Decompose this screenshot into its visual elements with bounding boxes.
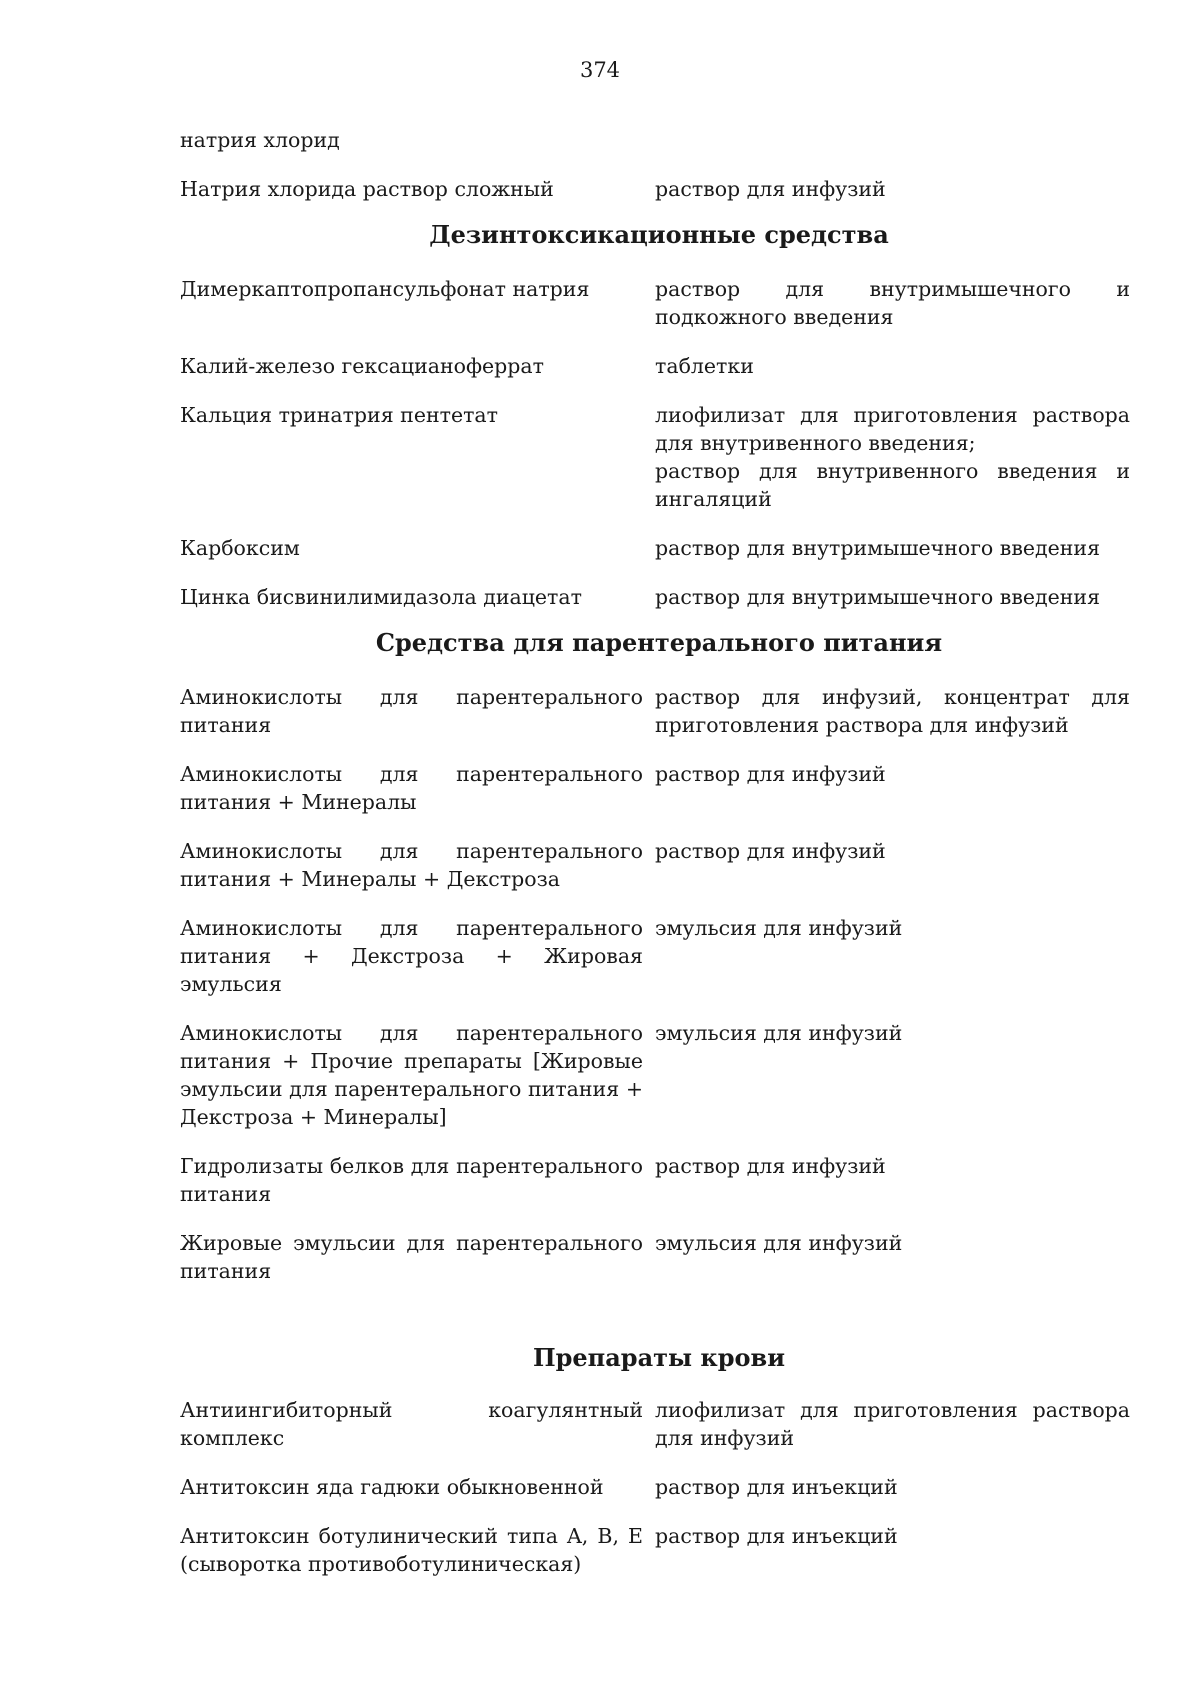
dosage-form-line: раствор для инфузий bbox=[655, 762, 886, 786]
table-row bbox=[180, 1522, 1130, 1578]
drug-name: Карбоксим bbox=[180, 536, 300, 560]
table-row bbox=[180, 683, 1130, 739]
drug-name: натрия хлорид bbox=[180, 128, 340, 152]
table-row bbox=[180, 275, 1130, 331]
dosage-form-line: раствор для внутримышечного введения bbox=[655, 585, 1101, 609]
drug-name: Калий-железо гексацианоферрат bbox=[180, 354, 544, 378]
dosage-form-line: лиофилизат для приготовления раствора для инфузий bbox=[655, 1398, 1130, 1450]
drug-name: Антитоксин ботулинический типа A, B, E (сыворотка противоботулиническая) bbox=[180, 1524, 643, 1576]
table-row bbox=[180, 534, 1130, 562]
dosage-form bbox=[655, 914, 1130, 942]
table-row bbox=[180, 175, 1130, 203]
dosage-form bbox=[655, 534, 1130, 562]
table-row bbox=[180, 1473, 1130, 1501]
dosage-form bbox=[655, 1522, 1130, 1550]
section-title-detox: Дезинтоксикационные средства bbox=[429, 220, 889, 249]
dosage-form-line: лиофилизат для приготовления раствора для внутривенного введения; bbox=[655, 403, 1130, 455]
drug-name: Аминокислоты для парентерального питания bbox=[180, 685, 643, 737]
dosage-form-line: раствор для инфузий bbox=[655, 839, 886, 863]
drug-name: Аминокислоты для парентерального питания + Декстроза + Жировая эмульсия bbox=[180, 916, 643, 996]
dosage-form-line: раствор для инфузий, концентрат для приготовления раствора для инфузий bbox=[655, 685, 1130, 737]
section-title-parenteral: Средства для парентерального питания bbox=[375, 628, 943, 657]
section-title-blood: Препараты крови bbox=[532, 1343, 786, 1372]
dosage-form-line: раствор для инфузий bbox=[655, 1154, 886, 1178]
page-number: 374 bbox=[579, 58, 621, 82]
dosage-form-line: раствор для инфузий bbox=[655, 177, 886, 201]
table-row bbox=[180, 352, 1130, 380]
table-row bbox=[180, 914, 1130, 998]
drug-name: Гидролизаты белков для парентерального питания bbox=[180, 1154, 643, 1206]
dosage-form bbox=[655, 352, 1130, 380]
drug-name: Димеркаптопропансульфонат натрия bbox=[180, 277, 590, 301]
dosage-form bbox=[655, 683, 1130, 739]
dosage-form bbox=[655, 1473, 1130, 1501]
dosage-form-line: эмульсия для инфузий bbox=[655, 1231, 903, 1255]
drug-name: Антитоксин яда гадюки обыкновенной bbox=[180, 1475, 604, 1499]
drug-name: Кальция тринатрия пентетат bbox=[180, 403, 498, 427]
dosage-form-line: раствор для внутривенного введения и ингаляций bbox=[655, 459, 1130, 511]
drug-name: Антиингибиторный коагулянтный комплекс bbox=[180, 1398, 643, 1450]
dosage-form bbox=[655, 175, 1130, 203]
table-row bbox=[180, 1152, 1130, 1208]
dosage-form bbox=[655, 1152, 1130, 1180]
table-row bbox=[180, 1229, 1130, 1285]
dosage-form-line: раствор для внутримышечного введения bbox=[655, 536, 1101, 560]
dosage-form bbox=[655, 275, 1130, 331]
drug-name: Аминокислоты для парентерального питания + Минералы bbox=[180, 762, 643, 814]
document-body bbox=[180, 126, 1130, 1578]
dosage-form-line: раствор для инъекций bbox=[655, 1524, 898, 1548]
dosage-form-line: раствор для инъекций bbox=[655, 1475, 898, 1499]
table-row bbox=[180, 583, 1130, 611]
dosage-form-line: раствор для внутримышечного и подкожного введения bbox=[655, 277, 1130, 329]
dosage-form-line: эмульсия для инфузий bbox=[655, 1021, 903, 1045]
table-row bbox=[180, 760, 1130, 816]
drug-name: Натрия хлорида раствор сложный bbox=[180, 177, 554, 201]
dosage-form bbox=[655, 1019, 1130, 1047]
table-row bbox=[180, 837, 1130, 893]
table-row bbox=[180, 1019, 1130, 1131]
dosage-form bbox=[655, 1396, 1130, 1452]
table-row bbox=[180, 1396, 1130, 1452]
dosage-form bbox=[655, 401, 1130, 513]
table-row bbox=[180, 401, 1130, 513]
dosage-form bbox=[655, 583, 1130, 611]
dosage-form-line: таблетки bbox=[655, 354, 754, 378]
drug-name: Цинка бисвинилимидазола диацетат bbox=[180, 585, 582, 609]
table-row bbox=[180, 126, 1130, 154]
drug-name: Аминокислоты для парентерального питания + Прочие препараты [Жировые эмульсии для парентерального питания + Декстроза + Минералы] bbox=[180, 1021, 643, 1129]
dosage-form bbox=[655, 837, 1130, 865]
drug-name: Аминокислоты для парентерального питания + Минералы + Декстроза bbox=[180, 839, 643, 891]
dosage-form bbox=[655, 1229, 1130, 1257]
dosage-form bbox=[655, 760, 1130, 788]
drug-name: Жировые эмульсии для парентерального питания bbox=[180, 1231, 643, 1283]
dosage-form-line: эмульсия для инфузий bbox=[655, 916, 903, 940]
